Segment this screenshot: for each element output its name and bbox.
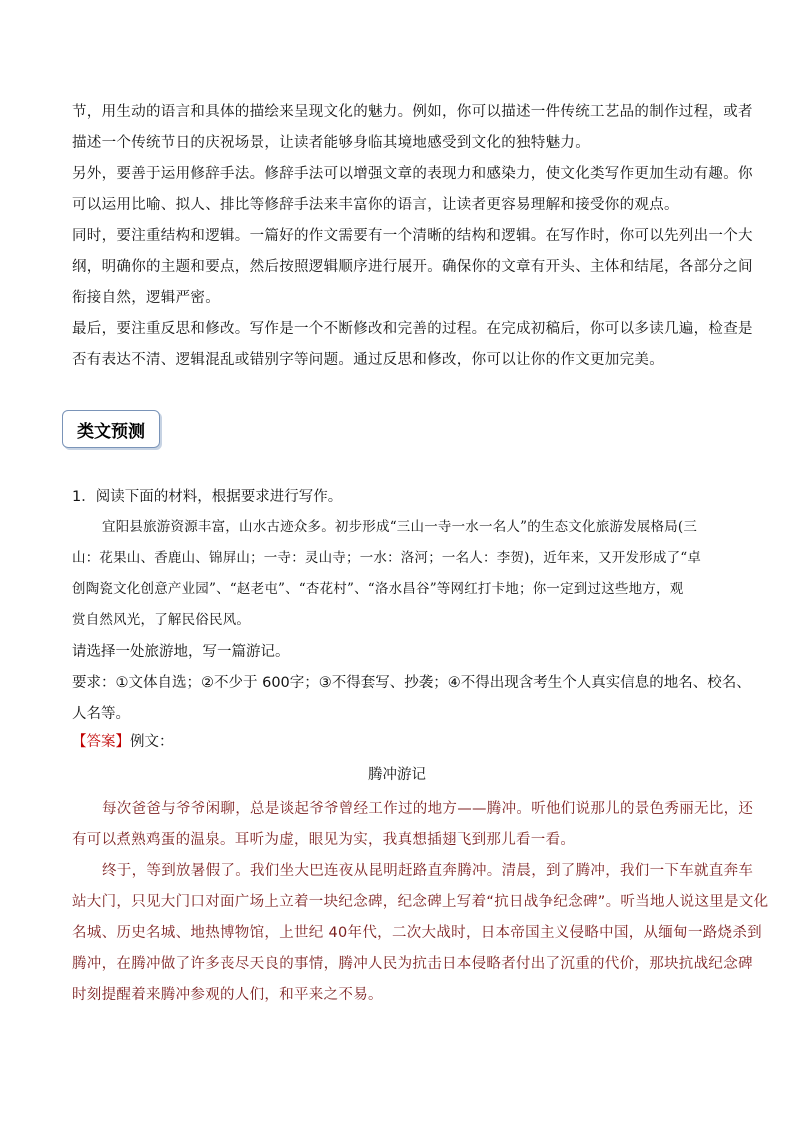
material-passage	[72, 512, 728, 636]
text-line: 最后，要注重反思和修改。写作是一个不断修改和完善的过程。在完成初稿后，你可以多读几遍，检查是	[72, 321, 753, 337]
text-line: 赏自然风光，了解民俗民风。	[72, 612, 251, 628]
text-line: 终于，等到放暑假了。我们坐大巴连夜从昆明赶路直奔腾冲。清晨，到了腾冲，我们一下车就直奔车	[102, 863, 754, 879]
text-line: 人名等。	[72, 706, 130, 722]
answer-label: 例文：	[130, 734, 174, 750]
text-line: 有可以煮熟鸡蛋的温泉。耳听为虚，眼见为实，我真想插翅飞到那儿看一看。	[72, 832, 576, 848]
text-line: 创陶瓷文化创意产业园”、“赵老屯”、“杏花村”、“洛水昌谷”等网红打卡地；你一定到过这些地方，观	[72, 581, 684, 597]
text-line: 纲，明确你的主题和要点，然后按照逻辑顺序进行展开。确保你的文章有开头、主体和结尾，各部分之间	[72, 259, 753, 275]
paragraph-cultural-charm	[72, 97, 753, 159]
text-line: 请选择一处旅游地，写一篇游记。	[72, 644, 290, 660]
text-line: 腾冲，在腾冲做了许多丧尽天良的事情，腾冲人民为抗击日本侵略者付出了沉重的代价，那块抗战纪念碑	[72, 956, 753, 972]
text-line: 站大门，只见大门口对面广场上立着一块纪念碑，纪念碑上写着“抗日战争纪念碑”。听当地人说这里是文化	[72, 894, 769, 910]
text-line: 另外，要善于运用修辞手法。修辞手法可以增强文章的表现力和感染力，使文化类写作更加生动有趣。你	[72, 166, 753, 182]
text-line: 名城、历史名城、地热博物馆，上世纪 40年代，二次大战时，日本帝国主义侵略中国，从缅甸一路烧杀到	[72, 925, 762, 941]
writing-instructions	[72, 637, 751, 730]
answer-tag: 【答案】	[72, 734, 130, 750]
text-line: 时刻提醒着来腾冲参观的人们，和平来之不易。	[72, 987, 383, 1003]
text-line: 否有表达不清、逻辑混乱或错别字等问题。通过反思和修改，你可以让你的作文更加完美。	[72, 352, 664, 368]
essay-title: 腾冲游记	[368, 767, 426, 783]
text-line: 节，用生动的语言和具体的描绘来呈现文化的魅力。例如，你可以描述一件传统工艺品的制作过程，或者	[72, 104, 753, 120]
text-line: 衔接自然，逻辑严密。	[72, 290, 220, 306]
text-line: 可以运用比喻、拟人、排比等修辞手法来丰富你的语言，让读者更容易理解和接受你的观点。	[72, 197, 679, 213]
section-title-box	[62, 410, 160, 448]
paragraph-revision	[72, 314, 753, 376]
text-line: 同时，要注重结构和逻辑。一篇好的作文需要有一个清晰的结构和逻辑。在写作时，你可以先列出一个大	[72, 228, 753, 244]
question-prompt: 1．阅读下面的材料，根据要求进行写作。	[72, 489, 343, 505]
paragraph-structure	[72, 221, 753, 314]
text-line: 要求：①文体自选；②不少于 600字；③不得套写、抄袭；④不得出现含考生个人真实信息的地名、校名、	[72, 675, 751, 691]
text-line: 描述一个传统节日的庆祝场景，让读者能够身临其境地感受到文化的独特魅力。	[72, 135, 590, 151]
text-line: 山：花果山、香鹿山、锦屏山；一寺：灵山寺；一水：洛河；一名人：李贺)，近年来，又开发形成了“卓	[72, 550, 702, 566]
paragraph-rhetoric	[72, 159, 753, 221]
section-title: 类文预测	[77, 421, 145, 442]
answer-heading	[72, 730, 174, 751]
text-line: 每次爸爸与爷爷闲聊，总是谈起爷爷曾经工作过的地方——腾冲。听他们说那儿的景色秀丽无比，还	[102, 801, 754, 817]
essay-paragraph-1	[72, 794, 754, 856]
text-line: 宜阳县旅游资源丰富，山水古迹众多。初步形成“三山一寺一水一名人”的生态文化旅游发展格局(三	[102, 519, 698, 535]
essay-paragraph-2	[72, 856, 769, 1011]
